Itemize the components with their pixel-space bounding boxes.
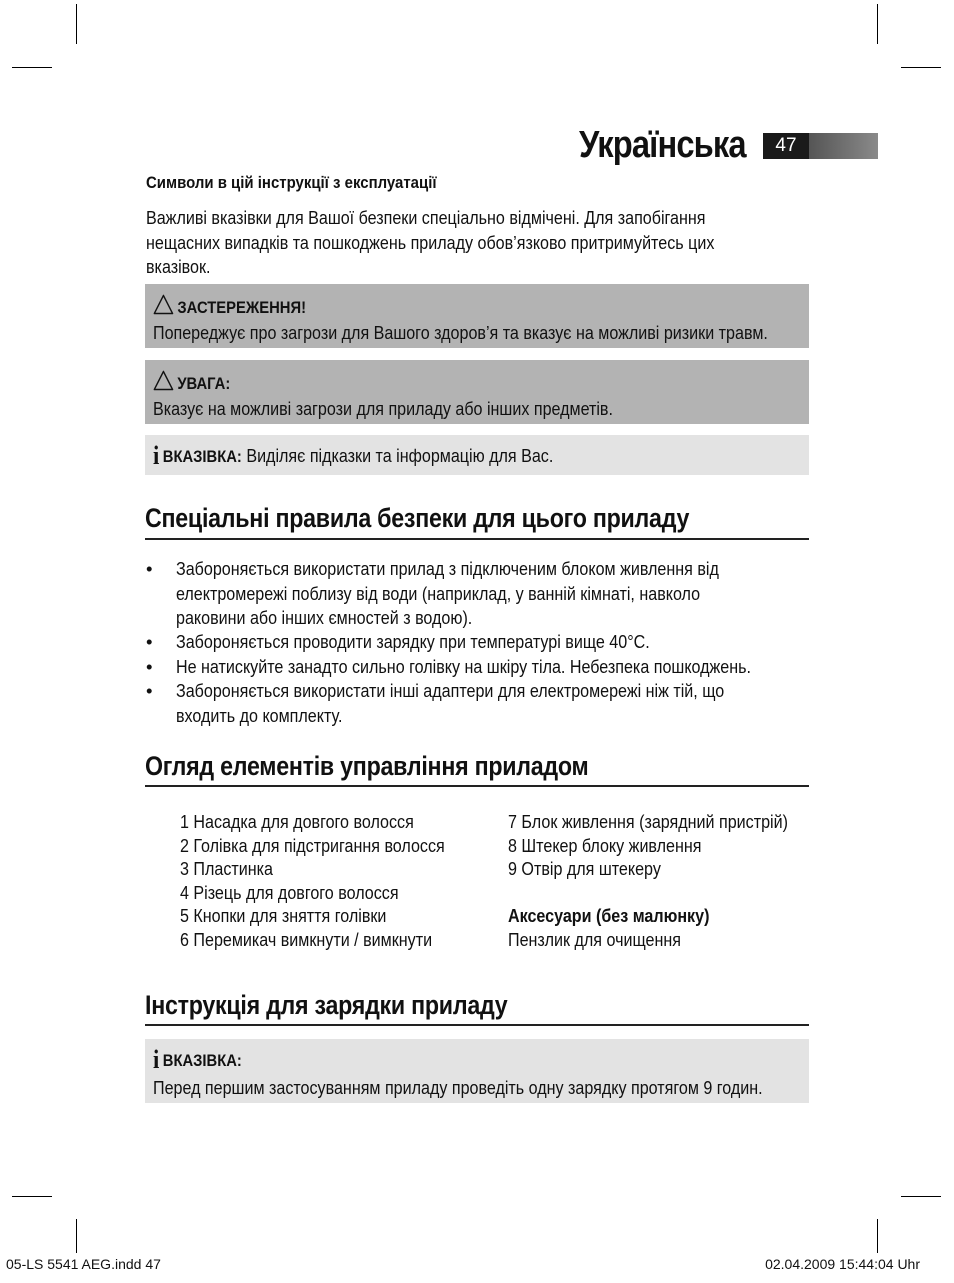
- symbols-intro-line-1: Важливі вказівки для Вашої безпеки спеціально відмічені. Для запобігання: [146, 207, 706, 228]
- warning-label: ЗАСТЕРЕЖЕННЯ!: [177, 298, 307, 317]
- page-title: Українська: [579, 124, 746, 166]
- overview-rule: [145, 785, 809, 787]
- charging-title: Інструкція для зарядки приладу: [145, 990, 508, 1020]
- charging-note-label-line: [153, 1045, 242, 1074]
- crop-mark: [877, 4, 878, 44]
- charging-note-text: Перед першим застосуванням приладу проведіть одну зарядку протягом 9 годин.: [153, 1077, 763, 1098]
- bullet: •: [146, 558, 153, 579]
- charging-note-label: ВКАЗІВКА:: [162, 1051, 242, 1070]
- caution-box: [145, 360, 809, 424]
- symbols-intro-line-3: вказівок.: [146, 256, 211, 277]
- bullet: •: [146, 631, 153, 652]
- caution-label: УВАГА:: [177, 374, 231, 393]
- crop-mark: [76, 1219, 77, 1253]
- warning-label-line: [153, 294, 306, 318]
- overview-item: 3 Пластинка: [180, 858, 273, 879]
- note-text: Виділяє підказки та інформацію для Вас.: [246, 445, 554, 466]
- overview-item: 1 Насадка для довгого волосся: [180, 811, 414, 832]
- footer-timestamp: 02.04.2009 15:44:04 Uhr: [765, 1256, 920, 1272]
- charging-rule: [145, 1024, 809, 1026]
- overview-item: 6 Перемикач вимкнути / вимкнути: [180, 928, 433, 950]
- crop-mark: [12, 67, 52, 68]
- page-number-bar: [809, 133, 878, 159]
- caution-triangle-icon: [153, 370, 174, 391]
- accessories-heading: Аксесуари (без малюнку): [508, 905, 710, 926]
- caution-text: Вказує на можливі загрози для приладу або інших предметів.: [153, 398, 613, 419]
- charging-note-box: [145, 1039, 809, 1103]
- symbols-intro-line-2: нещасних випадків та пошкоджень приладу обов’язково притримуйтесь цих: [146, 231, 715, 253]
- crop-mark: [901, 1196, 941, 1197]
- overview-item: 4 Різець для довгого волосся: [180, 881, 399, 903]
- caution-label-line: [153, 370, 230, 394]
- accessories-item: Пензлик для очищення: [508, 928, 681, 950]
- overview-item: 8 Штекер блоку живлення: [508, 834, 702, 856]
- info-icon: i: [153, 1045, 160, 1074]
- bullet: •: [146, 655, 153, 677]
- warning-text: Попереджує про загрози для Вашого здоров’я та вказує на можливі ризики травм.: [153, 322, 768, 343]
- safety-rule: [145, 538, 809, 540]
- crop-mark: [901, 67, 941, 68]
- overview-item: 7 Блок живлення (зарядний пристрій): [508, 811, 788, 832]
- warning-triangle-icon: [153, 294, 174, 315]
- symbols-heading: Символи в цій інструкції з експлуатації: [146, 173, 437, 192]
- overview-item: 5 Кнопки для зняття голівки: [180, 905, 387, 926]
- crop-mark: [76, 4, 77, 44]
- overview-item: 2 Голівка для підстригання волосся: [180, 834, 445, 856]
- warning-box: [145, 284, 809, 348]
- info-icon: i: [153, 441, 160, 470]
- overview-item: 9 Отвір для штекеру: [508, 858, 661, 879]
- crop-mark: [12, 1196, 52, 1197]
- note-line: [153, 441, 554, 470]
- crop-mark: [877, 1219, 878, 1253]
- footer-file: 05-LS 5541 AEG.indd 47: [6, 1256, 161, 1272]
- page-number: 47: [763, 133, 809, 159]
- note-box: [145, 435, 809, 475]
- overview-title: Огляд елементів управління приладом: [145, 751, 589, 781]
- safety-title: Спеціальні правила безпеки для цього приладу: [145, 503, 690, 533]
- note-label: ВКАЗІВКА:: [162, 447, 242, 466]
- bullet: •: [146, 680, 153, 701]
